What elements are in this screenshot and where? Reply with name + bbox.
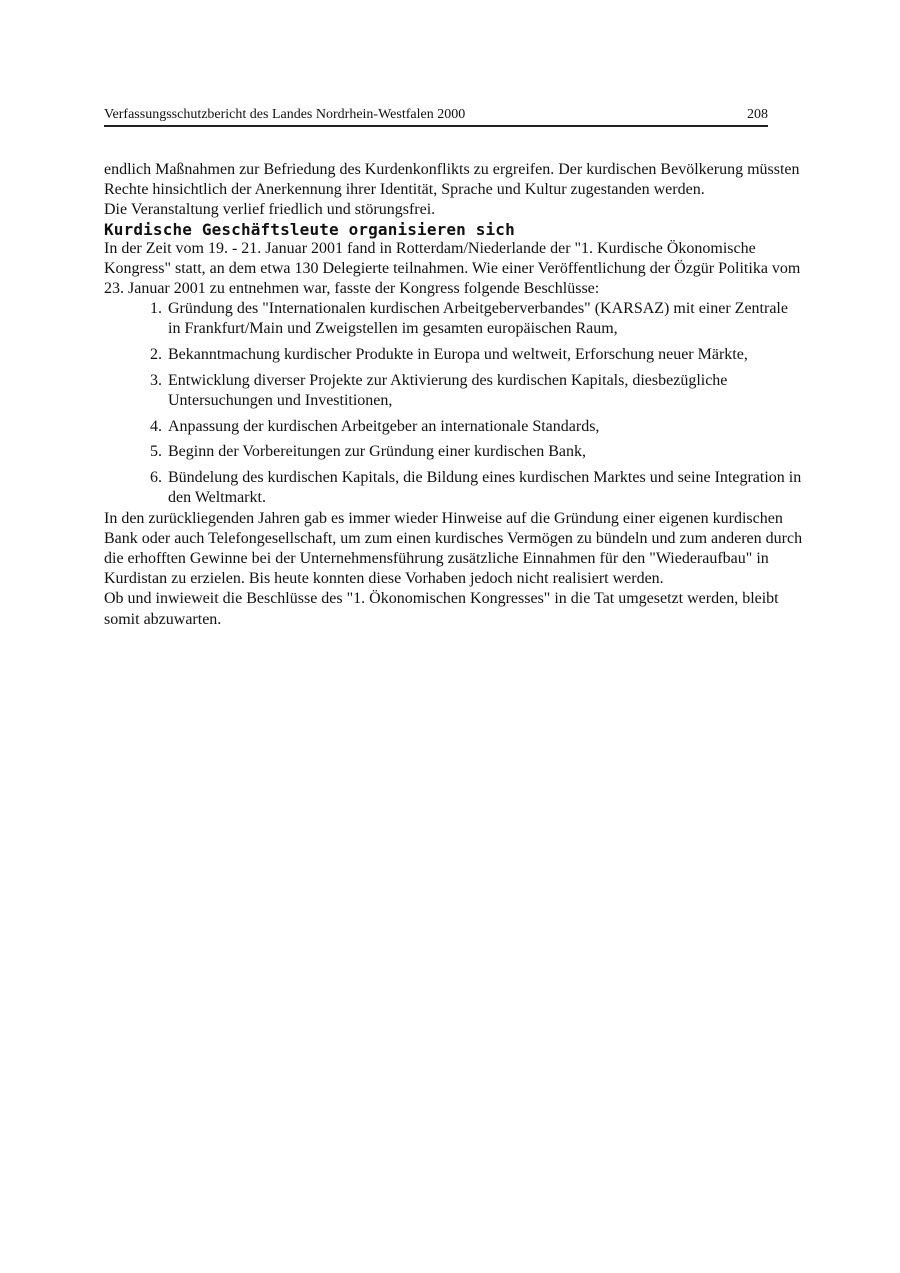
list-item-number: 2. [150, 346, 162, 364]
list-item-number: 6. [150, 469, 162, 487]
list-item-text: Anpassung der kurdischen Arbeitgeber an internationale Standards, [168, 417, 600, 435]
list-item [150, 299, 804, 339]
list-item-text: Gründung des "Internationalen kurdischen Arbeitgeberverbandes" (KARSAZ) mit einer Zentrale in Frankfurt/Main und Zweigstellen im gesamten europäischen Raum, [168, 300, 788, 338]
list-item-text: Bekanntmachung kurdischer Produkte in Europa und weltweit, Erforschung neuer Märkte, [168, 346, 748, 364]
page-content [104, 160, 804, 630]
list-item [150, 442, 804, 462]
resolutions-list [104, 299, 804, 508]
page-number: 208 [747, 107, 768, 122]
list-item-text: Entwicklung diverser Projekte zur Aktivierung des kurdischen Kapitals, diesbezügliche Untersuchungen und Investitionen, [168, 371, 728, 410]
list-item [150, 371, 804, 411]
list-item-text: Bündelung des kurdischen Kapitals, die Bildung eines kurdischen Marktes und seine Integration in den Weltmarkt. [168, 469, 802, 507]
page-header [104, 107, 768, 127]
list-item-number: 5. [150, 443, 162, 461]
list-item [150, 417, 804, 437]
list-item-number: 4. [150, 417, 162, 435]
list-item-number: 1. [150, 300, 162, 318]
final-paragraph: Ob und inwieweit die Beschlüsse des "1. Ökonomischen Kongresses" in die Tat umgesetzt werden, bleibt somit abzuwarten. [104, 590, 779, 628]
list-item [150, 345, 804, 365]
section-heading: Kurdische Geschäftsleute organisieren sich [104, 219, 515, 239]
section-paragraph: In der Zeit vom 19. - 21. Januar 2001 fand in Rotterdam/Niederlande der "1. Kurdische Ökonomische Kongress" statt, an dem etwa 130 Delegierte teilnahmen. Wie einer Veröffentlichung der Özgür Politika vom 23. Januar 2001 zu entnehmen war, fasste der Kongress folgende Beschlüsse: [104, 239, 801, 298]
intro-closing: Die Veranstaltung verlief friedlich und störungsfrei. [104, 201, 436, 219]
closing-paragraph: In den zurückliegenden Jahren gab es immer wieder Hinweise auf die Gründung einer eigenen kurdischen Bank oder auch Telefongesellschaft, um zum einen kurdisches Vermögen zu bündeln und zum anderen durch die erhofften Gewinne bei der Unternehmensführung zusätzliche Einnahmen für den "Wiederaufbau" in Kurdistan zu erzielen. Bis heute konnten diese Vorhaben jedoch nicht realisiert werden. [104, 509, 803, 588]
header-title: Verfassungsschutzbericht des Landes Nordrhein-Westfalen 2000 [104, 107, 466, 122]
intro-paragraph: endlich Maßnahmen zur Befriedung des Kurdenkonflikts zu ergreifen. Der kurdischen Bevölkerung müssten Rechte hinsichtlich der Anerkennung ihrer Identität, Sprache und Kultur zugestanden werden. [104, 161, 800, 199]
list-item [150, 468, 804, 508]
list-item-number: 3. [150, 371, 162, 389]
list-item-text: Beginn der Vorbereitungen zur Gründung einer kurdischen Bank, [168, 443, 586, 461]
